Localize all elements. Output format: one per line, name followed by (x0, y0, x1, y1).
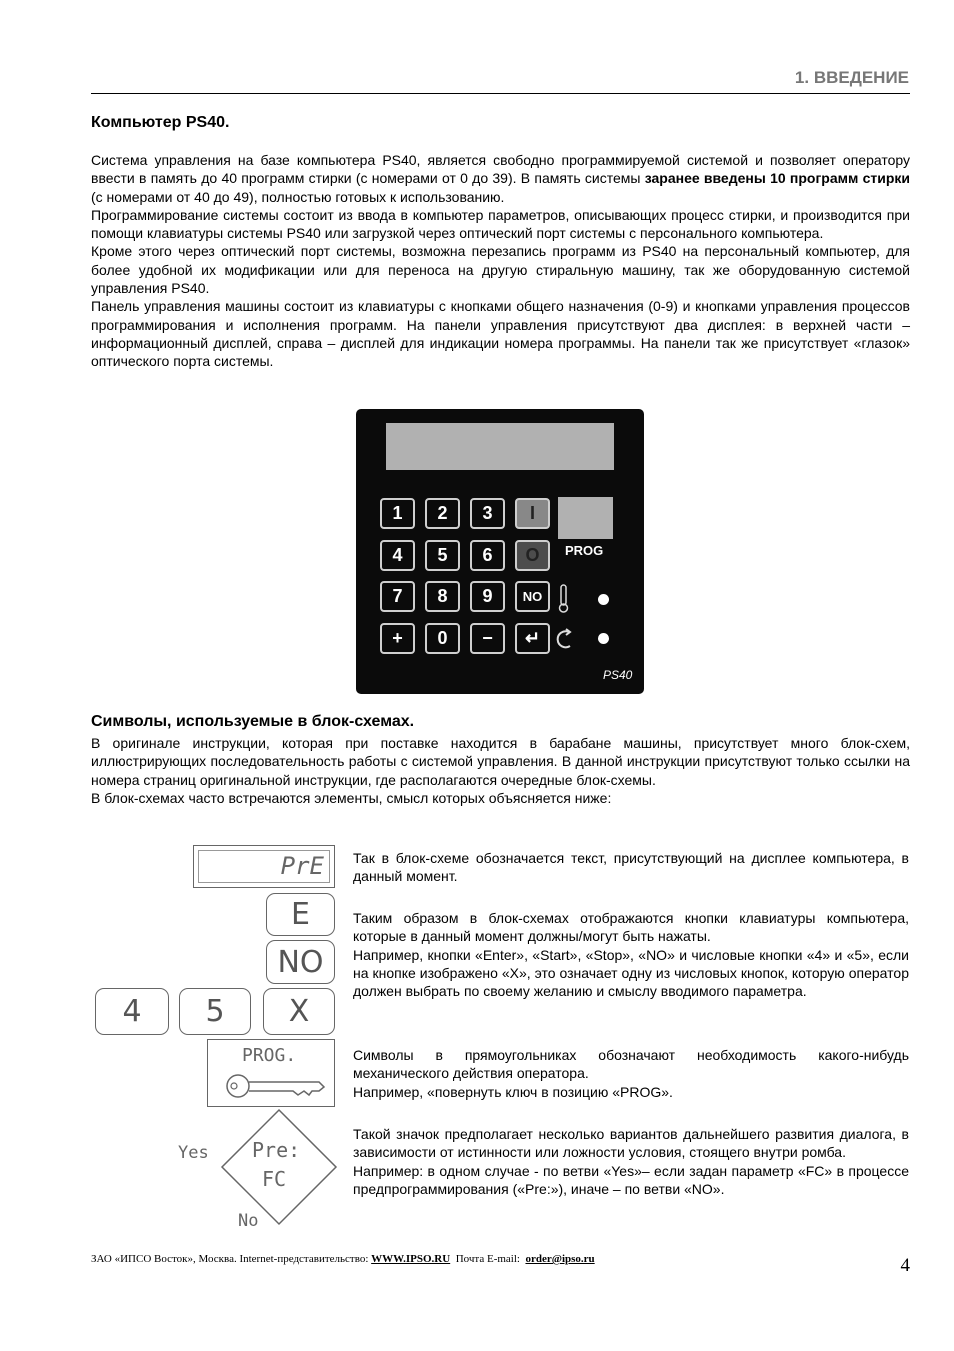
temperature-led (598, 594, 609, 605)
panel-key: I (515, 498, 550, 529)
info-display (386, 423, 614, 470)
paragraph: В блок-схемах часто встречаются элементы, смысл которых объясняется ниже: (91, 789, 612, 806)
prog-action-label: PROG. (242, 1045, 297, 1066)
paragraph: Программирование системы состоит из ввода в компьютер параметров, описывающих процесс стирки, и производится при помощи клавиатуры системы PS40 или загрузкой через оптический порт системы с персонального компьютера. (91, 206, 910, 242)
panel-key: NO (515, 581, 550, 612)
panel-key: ↵ (515, 623, 550, 654)
text: (с номерами от 40 до 49), полностью готовых к использованию. (91, 188, 505, 205)
paragraph: Панель управления машины состоит из клавиатуры с кнопками общего назначения (0-9) и кнопками управления процессов программирования и исполнения программ. На панели управления присутствуют два дисплея: в верхней части – информационный дисплей, справа – дисплей для индикации номера программы. На панели так же присутствует «глазок» оптического порта системы. (91, 298, 910, 370)
paragraph: В оригинале инструкции, которая при поставке находится в барабане машины, присутствует много блок-схем, иллюстрирующих последовательность работы с системой управления. В данной инструкции присутствуют только ссылки на номера страниц оригинальной инструкции, где располагаются очередные блок-схемы. (91, 735, 910, 788)
header-rule (91, 93, 910, 94)
description-decision (353, 1125, 909, 1198)
panel-key: 4 (380, 540, 415, 571)
panel-key: 6 (470, 540, 505, 571)
brand-label: PS40 (603, 668, 633, 682)
paragraph: Например, кнопки «Enter», «Start», «Stop», «NO» и числовые кнопки «4» и «5», если на кнопке изображено «X», это означает одну из числовых кнопок, которую оператор должен выбрать по своему желанию и смыслу вводимого параметра. (353, 946, 909, 1000)
section-body-symbols (91, 734, 910, 807)
section-title-symbols: Символы, используемые в блок-схемах. (91, 713, 415, 730)
page-number: 4 (900, 1255, 910, 1276)
diamond-condition-line1: Pre: (252, 1138, 301, 1162)
rotation-led (598, 633, 609, 644)
bold-text: заранее введены 10 программ стирки (644, 170, 911, 187)
paragraph: Например, «повернуть ключ в позицию «PROG». (353, 1083, 673, 1100)
description-mechanical (353, 1046, 909, 1101)
prog-label: PROG (565, 543, 604, 558)
panel-key: 2 (425, 498, 460, 529)
chapter-title: 1. ВВЕДЕНИЕ (794, 68, 909, 87)
paragraph: Символы в прямоугольниках обозначают необходимость какого-нибудь механического действия оператора. (353, 1047, 909, 1082)
thermometer-icon (557, 584, 571, 614)
section-title-ps40: Компьютер PS40. (91, 114, 230, 131)
footer-email-link[interactable]: order@ipso.ru (525, 1253, 595, 1265)
section-body-ps40 (91, 151, 910, 371)
mechanical-action-symbol (207, 1039, 335, 1107)
paragraph: Таким образом в блок-схемах отображаются кнопки клавиатуры компьютера, которые в данный момент должны/могут быть нажаты. (353, 910, 909, 945)
panel-key: 5 (425, 540, 460, 571)
description-display-text: Так в блок-схеме обозначается текст, присутствующий на дисплее компьютера, в данный момент. (353, 850, 909, 885)
description-keys (353, 909, 909, 1000)
key-5-symbol: 5 (179, 988, 251, 1035)
footer (91, 1253, 595, 1265)
text: Система управления на базе компьютера PS40, является свободно программируемой системой и позволяет оператору ввести в память до 40 программ стирки (с номерами от 0 до 39). В память системы (91, 152, 910, 187)
panel-key: O (515, 540, 550, 571)
display-text-symbol (193, 845, 335, 888)
paragraph: Такой значок предполагает несколько вариантов дальнейшего развития диалога, в зависимости от истинности или ложности условия, стоящего внутри ромба. (353, 1126, 909, 1161)
panel-key: − (470, 623, 505, 654)
panel-key: 8 (425, 581, 460, 612)
key-no-symbol: NO (266, 940, 335, 984)
rotation-icon (555, 627, 575, 651)
footer-mail-label: Почта E-mail: (450, 1253, 526, 1265)
display-text: PrE (280, 852, 324, 880)
panel-key: 9 (470, 581, 505, 612)
paragraph: Например: в одном случае - по ветви «Yes»– если задан параметр «FC» в процессе предпрограммирования («Pre:»), иначе – по ветви «NO». (353, 1162, 909, 1197)
key-e-symbol: E (266, 893, 335, 936)
panel-key: + (380, 623, 415, 654)
key-icon (224, 1070, 328, 1102)
panel-key: 0 (425, 623, 460, 654)
key-4-symbol: 4 (95, 988, 169, 1035)
branch-no-label: No (238, 1211, 259, 1231)
panel-key: 1 (380, 498, 415, 529)
control-panel-image (356, 409, 644, 694)
panel-key: 7 (380, 581, 415, 612)
footer-site-link[interactable]: WWW.IPSO.RU (371, 1253, 451, 1265)
paragraph (91, 151, 910, 206)
panel-key: 3 (470, 498, 505, 529)
program-number-display (558, 497, 613, 539)
paragraph: Кроме этого через оптический порт системы, возможна перезапись программ из PS40 на персональный компьютер, для более удобной их модификации или для переноса на другую стиральную машину, так же оборудованную системой управления PS40. (91, 243, 910, 297)
footer-org: ЗАО «ИПСО Восток», Москва. Internet-представительство: (91, 1253, 372, 1265)
branch-yes-label: Yes (178, 1143, 209, 1163)
diamond-condition-line2: FC (262, 1167, 287, 1191)
key-x-symbol: X (263, 988, 335, 1035)
